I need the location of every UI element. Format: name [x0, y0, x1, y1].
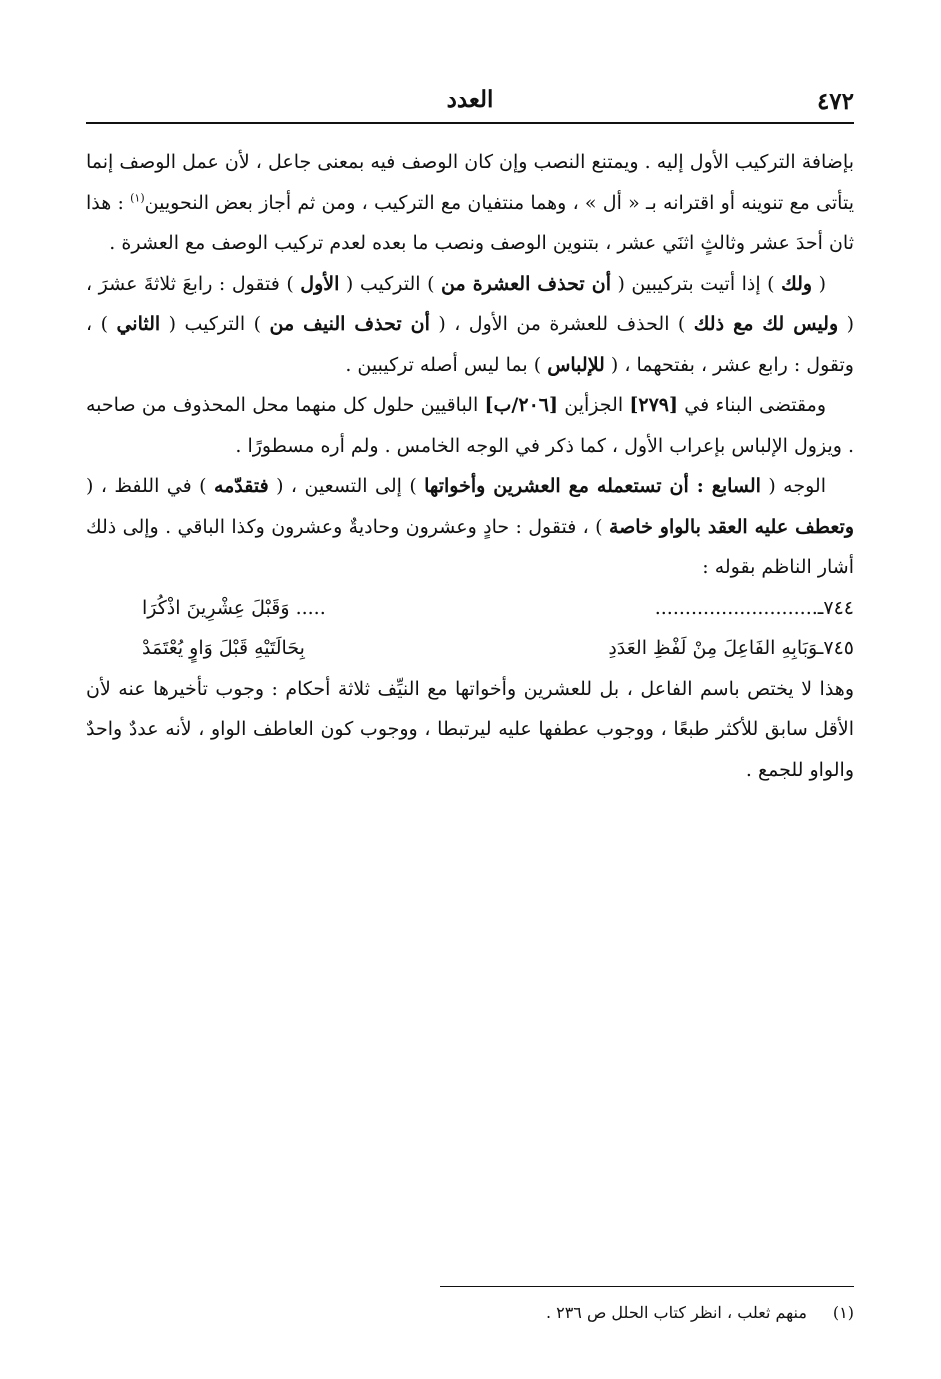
manuscript-page-ref: [٢٧٩] [629, 394, 678, 416]
p2-bold: أن تحذف النيف من [269, 313, 430, 335]
paragraph-2 [86, 264, 854, 386]
verse-right-text: وَبَابِهِ الفَاعِلَ مِنْ لَفْظِ العَدَدِ [608, 637, 818, 659]
verse-hemistich-second: ..... وَقَبْلَ عِشْرِينَ اذْكُرَا [142, 596, 326, 619]
verse-745 [86, 628, 854, 669]
verse-hemistich-first [608, 628, 854, 669]
p2-text: ) فتقول : رابعَ ثلاثةَ عشرَ ، ( [86, 272, 854, 335]
paragraph-4 [86, 466, 854, 588]
verse-number: ٧٤٥ـ [817, 637, 854, 659]
p2-text: ) التركيب ( [160, 313, 270, 335]
p2-bold: الثاني [116, 313, 161, 335]
p4-text: الوجه ( [760, 475, 826, 497]
p2-bold: الأول [300, 272, 340, 295]
p3-text: الباقيين حلول كل منهما محل المحذوف من صاحبه . ويزول الإلباس بإعراب الأول ، كما ذكر في الوجه الخامس . ولم أره مسطورًا . [86, 394, 854, 457]
main-text [86, 142, 854, 790]
p2-text: ( [812, 272, 826, 295]
p4-text: ) في اللفظ ، ( [86, 475, 214, 497]
page-number: ٤٧٢ [816, 88, 854, 115]
paragraph-1-text-cont: : هذا ثان أحدَ عشر وثالثٍ اثنَي عشر ، بتنوين الوصف ونصب ما بعده لعدم تركيب الوصف مع العشرة . [86, 191, 854, 254]
footnote-text: منهم ثعلب ، انظر كتاب الحلل ص ٢٣٦ . [545, 1303, 807, 1322]
p2-bold: وليس لك مع ذلك [693, 313, 839, 335]
p2-text: ) ، وتقول : رابع عشر ، بفتحهما ، ( [86, 313, 854, 376]
page-header [86, 86, 854, 124]
manuscript-page-ref: [٢٠٦/ب] [484, 394, 558, 416]
footnote [86, 1300, 854, 1326]
p2-bold: أن تحذف العشرة من [441, 272, 611, 295]
p4-bold: وتعطف عليه العقد بالواو خاصة [608, 515, 854, 538]
footnote-marker: (١) [130, 191, 145, 205]
paragraph-3 [86, 385, 854, 466]
p2-text: ) الحذف للعشرة من الأول ، ( [429, 313, 694, 335]
p2-bold: ولك [781, 272, 813, 295]
p4-text: ) إلى التسعين ، ( [268, 475, 425, 497]
verse-744 [86, 588, 854, 629]
p4-bold: السابع : أن تستعمله مع العشرين وأخواتها [424, 475, 761, 497]
p2-text: ) إذا أتيت بتركيبين ( [610, 272, 782, 295]
footnote-number: (١) [832, 1303, 854, 1322]
p4-text: ) ، فتقول : حادٍ وعشرون وحاديةٌ وعشرون وكذا الباقي . وإلى ذلك أشار الناظم بقوله : [86, 515, 854, 578]
footnote-separator [440, 1286, 854, 1287]
verse-hemistich-first [655, 588, 854, 629]
p2-text: ) التركيب ( [339, 272, 441, 295]
p3-text: ومقتضى البناء في [678, 394, 826, 416]
running-title: العدد [446, 86, 494, 113]
verse-right-text: ........................... [654, 596, 818, 619]
p4-bold: فتقدّمه [213, 475, 269, 497]
paragraph-5 [86, 669, 854, 791]
p2-bold: للإلباس [547, 353, 605, 376]
paragraph-1-text: بإضافة التركيب الأول إليه . ويمتنع النصب وإن كان الوصف فيه بمعنى جاعل ، لأن عمل الوصف إنما يتأتى مع تنوينه أو اقترانه بـ « أل » ، وهما منتفيان مع التركيب ، ومن ثم أجاز بعض النحويين [86, 151, 854, 214]
verse-number: ٧٤٤ـ [817, 596, 854, 619]
verse-hemistich-second: بِحَالَتَيْهِ قَبْلَ وَاوٍ يُعْتَمَدْ [142, 637, 305, 659]
p5-text: وهذا لا يختص باسم الفاعل ، بل للعشرين وأخواتها مع النيِّف ثلاثة أحكام : وجوب تأخيرها عنه لأن الأقل سابق للأكثر طبعًا ، ووجوب عطفها عليه ليرتبطا ، ووجوب كون العاطف الواو ، لأنه عددٌ واحدٌ والواو للجمع . [86, 677, 854, 781]
p2-text: ) بما ليس أصله تركيبين . [345, 353, 548, 376]
p3-text: الجزأين [557, 394, 630, 416]
paragraph-1 [86, 142, 854, 264]
